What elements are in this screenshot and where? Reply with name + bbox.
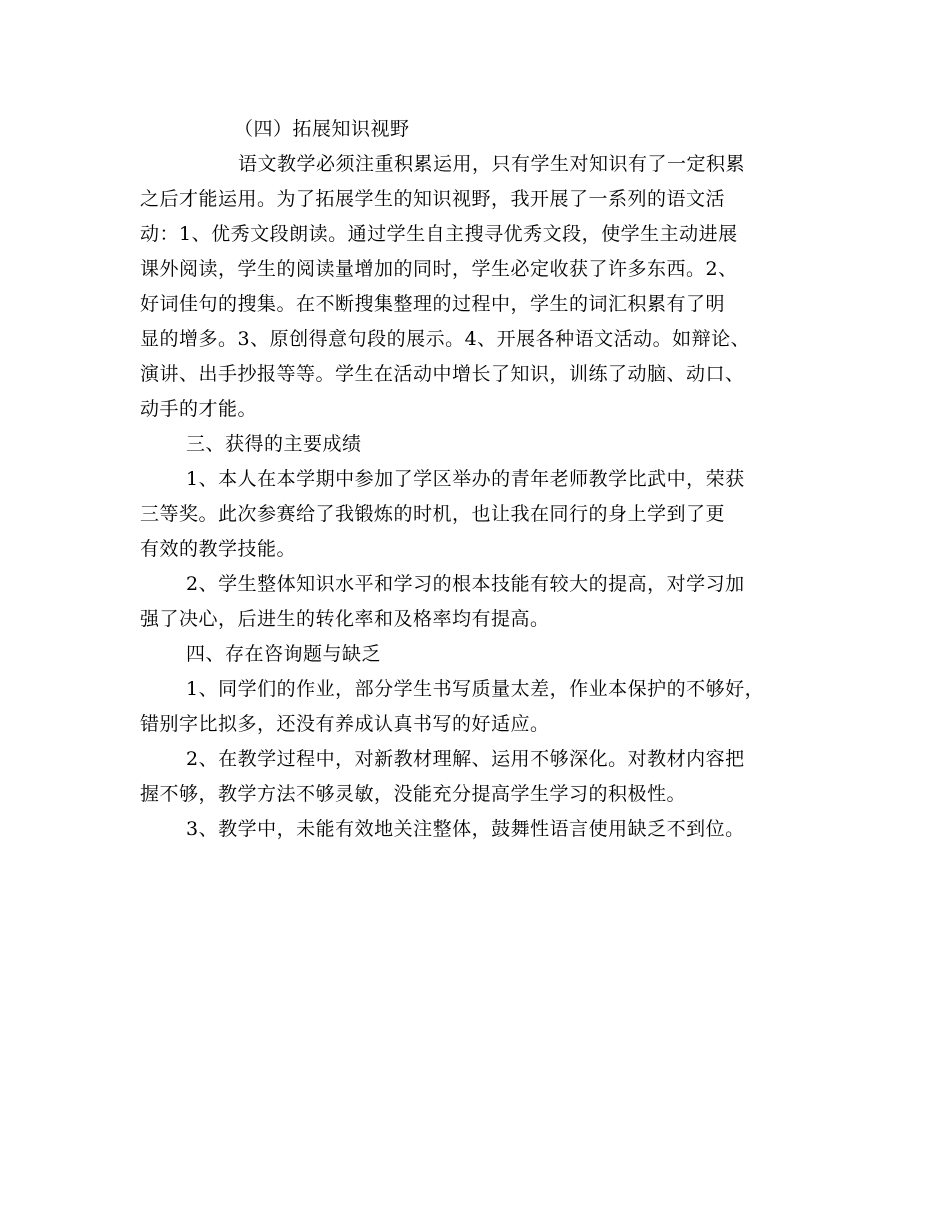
paragraph-line: 2、学生整体知识水平和学习的根本技能有较大的提高，对学习加 <box>186 573 745 595</box>
paragraph-line: 错别字比拟多，还没有养成认真书写的好适应。 <box>140 713 550 735</box>
paragraph-line: 三等奖。此次参赛给了我锻炼的时机，也让我在同行的身上学到了更 <box>140 503 726 525</box>
section-heading: 三、获得的主要成绩 <box>186 433 362 455</box>
paragraph-line: 课外阅读，学生的阅读量增加的同时，学生必定收获了许多东西。2、 <box>140 258 738 280</box>
paragraph-line: 1、同学们的作业，部分学生书写质量太差，作业本保护的不够好， <box>186 678 765 700</box>
paragraph-line: 动手的才能。 <box>140 398 258 420</box>
paragraph-line: 1、本人在本学期中参加了学区举办的青年老师教学比武中，荣获 <box>186 468 745 490</box>
paragraph-line: 动：1、优秀文段朗读。通过学生自主搜寻优秀文段，使学生主动进展 <box>140 223 738 245</box>
paragraph-line: 演讲、出手抄报等等。学生在活动中增长了知识，训练了动脑、动口、 <box>140 363 745 385</box>
paragraph-line: 有效的教学技能。 <box>140 538 297 560</box>
subsection-heading: （四）拓展知识视野 <box>234 118 410 140</box>
paragraph-line: 好词佳句的搜集。在不断搜集整理的过程中，学生的词汇积累有了明 <box>140 293 726 315</box>
section-heading: 四、存在咨询题与缺乏 <box>186 643 382 665</box>
paragraph-line: 之后才能运用。为了拓展学生的知识视野，我开展了一系列的语文活 <box>140 188 726 210</box>
paragraph-line: 强了决心，后进生的转化率和及格率均有提高。 <box>140 608 550 630</box>
paragraph-line: 握不够，教学方法不够灵敏，没能充分提高学生学习的积极性。 <box>140 783 687 805</box>
paragraph-line: 语文教学必须注重积累运用，只有学生对知识有了一定积累 <box>238 153 746 175</box>
paragraph-line: 显的增多。3、原创得意句段的展示。4、开展各种语文活动。如辩论、 <box>140 328 751 350</box>
paragraph-line: 3、教学中，未能有效地关注整体，鼓舞性语言使用缺乏不到位。 <box>186 818 745 840</box>
paragraph-line: 2、在教学过程中，对新教材理解、运用不够深化。对教材内容把 <box>186 748 745 770</box>
